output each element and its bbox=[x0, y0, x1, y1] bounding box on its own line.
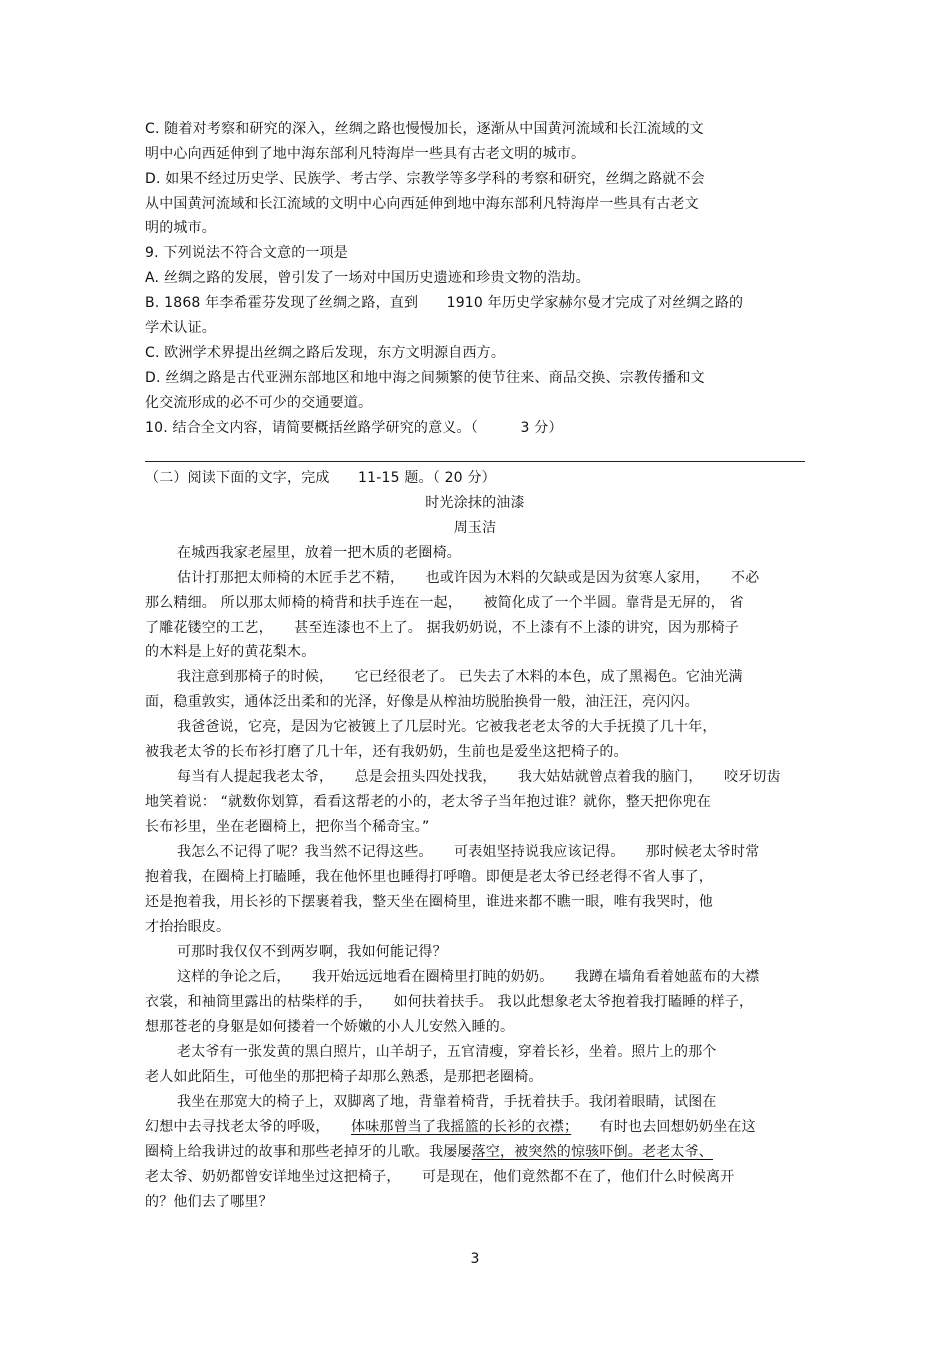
passage-paragraph-2-line-4: 的木料是上好的黄花梨木。 bbox=[145, 644, 316, 660]
underlined-phrase-1: 体味那曾当了我摇篮的长衫的衣襟； bbox=[351, 1119, 572, 1135]
underlined-phrase-2: 落空，被突然的惊骇吓倒。老老太爷、 bbox=[471, 1144, 714, 1160]
passage-paragraph-8-line-2: 衣裳，和袖筒里露出的枯柴样的手， 如何扶着扶手。 我以此想象老太爷抱着我打瞌睡的样子， bbox=[145, 994, 754, 1010]
passage-paragraph-6-line-3: 还是抱着我，用长衫的下摆裹着我，整天坐在圈椅里，谁进来都不瞧一眼，唯有我哭时，他 bbox=[145, 894, 713, 910]
passage-paragraph-2-line-2: 那么精细。 所以那太师椅的椅背和扶手连在一起， 被简化成了一个半圆。靠背是无屏的， 省 bbox=[145, 595, 744, 611]
passage-paragraph-10-line-1: 我坐在那宽大的椅子上，双脚离了地，背靠着椅背，手抚着扶手。我闭着眼睛，试图在 bbox=[177, 1094, 717, 1110]
question-10-stem: 10. 结合全文内容，请简要概括丝路学研究的意义。（ 3 分） bbox=[145, 420, 563, 436]
passage-paragraph-6-line-1: 我怎么不记得了呢？我当然不记得这些。 可表姐坚持说我应该记得。 那时候老太爷时常 bbox=[177, 844, 760, 860]
passage-paragraph-7: 可那时我仅仅不到两岁啊，我如何能记得？ bbox=[177, 944, 447, 960]
passage-paragraph-2-line-1: 估计打那把太师椅的木匠手艺不精， 也或许因为木料的欠缺或是因为贫寒人家用， 不必 bbox=[177, 570, 760, 586]
passage-paragraph-9-line-2: 老人如此陌生，可他坐的那把椅子却那么熟悉，是那把老圈椅。 bbox=[145, 1069, 543, 1085]
question-8-option-c-line-1: C. 随着对考察和研究的深入，丝绸之路也慢慢加长，逐渐从中国黄河流域和长江流域的文 bbox=[145, 121, 704, 137]
passage-paragraph-5-line-1: 每当有人提起我老太爷， 总是会扭头四处找我， 我大姑姑就曾点着我的脑门， 咬牙切齿 bbox=[177, 769, 781, 785]
passage-paragraph-8-line-3: 想那苍老的身躯是如何搂着一个娇嫩的小人儿安然入睡的。 bbox=[145, 1019, 515, 1035]
question-9-option-b-line-1: B. 1868 年李希霍芬发现了丝绸之路，直到 1910 年历史学家赫尔曼才完成了对丝绸之路的 bbox=[145, 295, 744, 311]
passage-author: 周玉洁 bbox=[453, 520, 497, 536]
passage-paragraph-3-line-1: 我注意到那椅子的时候， 它已经很老了。 已失去了木料的本色，成了黑褐色。它油光满 bbox=[177, 669, 743, 685]
passage-paragraph-1: 在城西我家老屋里，放着一把木质的老圈椅。 bbox=[177, 545, 461, 561]
question-9-stem: 9. 下列说法不符合文意的一项是 bbox=[145, 245, 349, 261]
passage-paragraph-5-line-2: 地笑着说： “就数你划算，看看这帮老的小的，老太爷子当年抱过谁？就你，整天把你兜在 bbox=[145, 794, 711, 810]
passage-paragraph-10-line-5: 的？他们去了哪里？ bbox=[145, 1194, 273, 1210]
passage-paragraph-10-line-3 bbox=[145, 1143, 713, 1161]
question-9-option-c: C. 欧洲学术界提出丝绸之路后发现，东方文明源自西方。 bbox=[145, 345, 506, 361]
passage-paragraph-9-line-1: 老太爷有一张发黄的黑白照片，山羊胡子，五官清瘦，穿着长衫，坐着。照片上的那个 bbox=[177, 1044, 717, 1060]
question-9-option-b-line-2: 学术认证。 bbox=[145, 320, 216, 336]
paragraph-10-line-2-part-c: 有时也去回想奶奶坐在这 bbox=[571, 1119, 756, 1135]
passage-title: 时光涂抹的油漆 bbox=[425, 495, 525, 511]
passage-paragraph-5-line-3: 长布衫里，坐在老圈椅上，把你当个稀奇宝。” bbox=[145, 819, 430, 835]
question-8-option-d-line-2: 从中国黄河流域和长江流域的文明中心向西延伸到地中海东部利凡特海岸一些具有古老文 bbox=[145, 196, 699, 212]
question-8-option-d-line-1: D. 如果不经过历史学、民族学、考古学、宗教学等多学科的考察和研究，丝绸之路就不会 bbox=[145, 171, 705, 187]
passage-paragraph-10-line-2 bbox=[145, 1118, 756, 1136]
passage-paragraph-4-line-2: 被我老太爷的长布衫打磨了几十年，还有我奶奶，生前也是爱坐这把椅子的。 bbox=[145, 744, 628, 760]
passage-paragraph-6-line-4: 才抬抬眼皮。 bbox=[145, 919, 231, 935]
question-9-option-d-line-2: 化交流形成的必不可少的交通要道。 bbox=[145, 395, 373, 411]
question-9-option-a: A. 丝绸之路的发展，曾引发了一场对中国历史遗迹和珍贵文物的浩劫。 bbox=[145, 270, 590, 286]
paragraph-10-line-3-part-a: 圈椅上给我讲过的故事和那些老掉牙的儿歌。我屡屡 bbox=[145, 1144, 472, 1160]
section-divider bbox=[145, 461, 805, 462]
paragraph-10-line-2-part-a: 幻想中去寻找老太爷的呼吸， bbox=[145, 1119, 351, 1135]
section-2-header: （二）阅读下面的文字，完成 11-15 题。（ 20 分） bbox=[145, 470, 496, 486]
question-8-option-d-line-3: 明的城市。 bbox=[145, 220, 216, 236]
passage-paragraph-4-line-1: 我爸爸说，它亮，是因为它被镀上了几层时光。它被我老老太爷的大手抚摸了几十年， bbox=[177, 719, 717, 735]
passage-paragraph-10-line-4: 老太爷、奶奶都曾安详地坐过这把椅子， 可是现在，他们竟然都不在了，他们什么时候离开 bbox=[145, 1169, 735, 1185]
question-8-option-c-line-2: 明中心向西延伸到了地中海东部利凡特海岸一些具有古老文明的城市。 bbox=[145, 146, 586, 162]
passage-paragraph-3-line-2: 面，稳重敦实，通体泛出柔和的光泽，好像是从榨油坊脱胎换骨一般，油汪汪，亮闪闪。 bbox=[145, 694, 699, 710]
passage-paragraph-8-line-1: 这样的争论之后， 我开始远远地看在圈椅里打盹的奶奶。 我蹲在墙角看着她蓝布的大襟 bbox=[177, 969, 760, 985]
passage-paragraph-2-line-3: 了雕花镂空的工艺， 甚至连漆也不上了。 据我奶奶说，不上漆有不上漆的讲究，因为那椅子 bbox=[145, 620, 740, 636]
page-number: 3 bbox=[470, 1251, 480, 1267]
passage-paragraph-6-line-2: 抱着我，在圈椅上打瞌睡，我在他怀里也睡得打呼噜。即便是老太爷已经老得不省人事了， bbox=[145, 869, 713, 885]
question-9-option-d-line-1: D. 丝绸之路是古代亚洲东部地区和地中海之间频繁的使节往来、商品交换、宗教传播和文 bbox=[145, 370, 705, 386]
